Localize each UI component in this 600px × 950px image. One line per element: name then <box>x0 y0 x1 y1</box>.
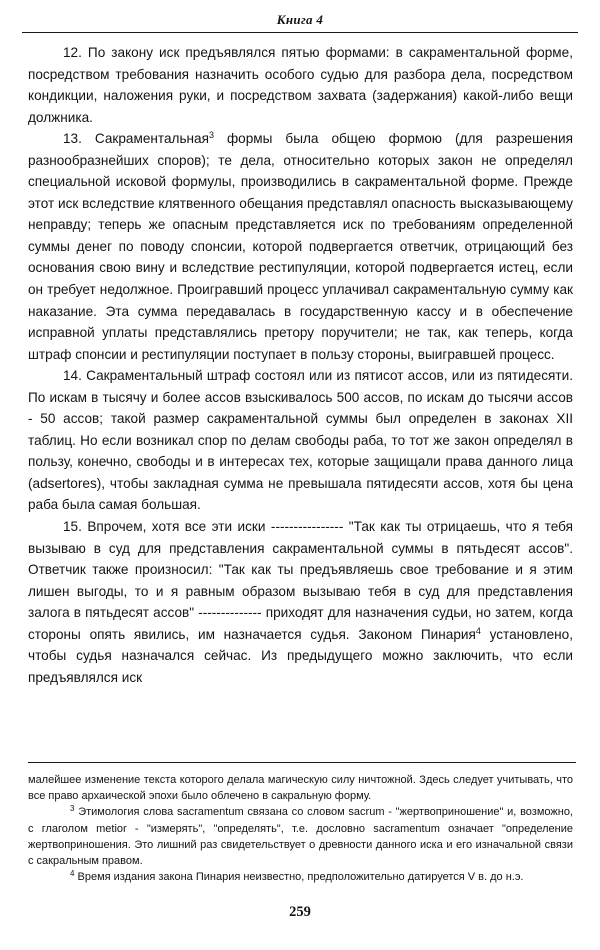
paragraph-text-start: 13. Сакраментальная <box>63 131 209 147</box>
footnote-ref-3: 3 <box>208 130 214 141</box>
footnote-mark: 3 <box>70 804 75 814</box>
paragraph-12 <box>28 42 573 128</box>
paragraph-13 <box>28 128 573 365</box>
page-number: 259 <box>289 904 311 920</box>
running-head-title: Книга 4 <box>276 12 324 27</box>
footnote-divider <box>28 762 576 763</box>
footnote-continuation: малейшее изменение текста которого делала магическую силу ничтожной. Здесь следует учитывать, что все право архаической эпохи было облечено в сакральную форму. <box>28 774 573 803</box>
paragraph-text-end: установлено, чтобы судья назначался сейчас. Из предыдущего можно заключить, что если предъявлялся иск <box>28 626 573 685</box>
paragraph-14 <box>28 365 573 516</box>
footnote-text: Этимология слова sacramentum связана со словом sacrum - "жертвоприношение" и, возможно, с глаголом metior - "измерять", "определять", т.е. дословно sacramentum означает "определение жертвоприношения. Это лишний раз свидетельствует о древности данного иска и его изначальной связи с сакральным правом. <box>28 806 573 868</box>
paragraph-text-end: формы была общею формою (для разрешения разнообразнейших споров); те дела, относительно которых закон не определял специальной исковой формулы, производились в сакраментальной форме. Прежде этот иск вследствие клятвенного обещания представлял опасность высказывающему неправду; теперь же опасным представляется иск по требованиям определенной суммы денег по поводу спонсии, которой подвергается ответчик, отрицающий без основания свою вину и вследствие рестипуляции, которой подвергается истец, если он требует недолжное. Проигравший процесс уплачивал сакраментальную сумму как наказание. Эта сумма передавалась в государственную кассу и в обеспечение исправной уплаты представлялись претору поручители; не так, как теперь, когда штраф спонсии и рестипуляции поступает в пользу стороны, выигравшей процесс. <box>28 131 573 362</box>
footnote-4 <box>28 869 573 885</box>
paragraph-text: 12. По закону иск предъявлялся пятью формами: в сакраментальной форме, посредством требования назначить особого судью для разбора дела, посредством кондикции, наложения руки, и посредством захвата (задержания) какой-либо вещи должника. <box>28 45 573 125</box>
footnote-text: Время издания закона Пинария неизвестно, предположительно датируется V в. до н.э. <box>74 871 524 884</box>
footnote-mark: 4 <box>70 869 75 879</box>
paragraph-15 <box>28 516 573 688</box>
footnote-ref-4: 4 <box>475 625 481 636</box>
running-head <box>22 10 578 33</box>
paragraph-text: 14. Сакраментальный штраф состоял или из пятисот ассов, или из пятидесяти. По искам в тысячу и более ассов взыскивалось 500 ассов, по искам до тысячи ассов - 50 ассов; такой размер сакраментальной суммы был определен в законах XII таблиц. Но если возникал спор по делам свободы раба, то тот же закон определял в пользу, конечно, свободы и в интересах тех, которые защищали права данного лица (adsertores), чтобы закладная сумма не превышала пятидесяти ассов, хотя бы цена раба была самая большая. <box>28 368 573 513</box>
main-text <box>28 42 573 688</box>
footnote-3 <box>28 804 573 869</box>
footnotes <box>28 772 573 885</box>
paragraph-text-start: 15. Впрочем, хотя все эти иски ---------------- "Так как ты отрицаешь, что я тебя вызываю в суд для представления сакраментальной суммы в пятьдесят ассов". Ответчик также произносил: "Так как ты предъявляешь свое требование и я этим лишен выгоды, то и я равным образом вызываю тебя в суд для представления залога в пятьдесят ассов" -------------- приходят для назначения судьи, но затем, когда стороны опять явились, им назначается судья. Законом Пинария <box>28 519 573 642</box>
